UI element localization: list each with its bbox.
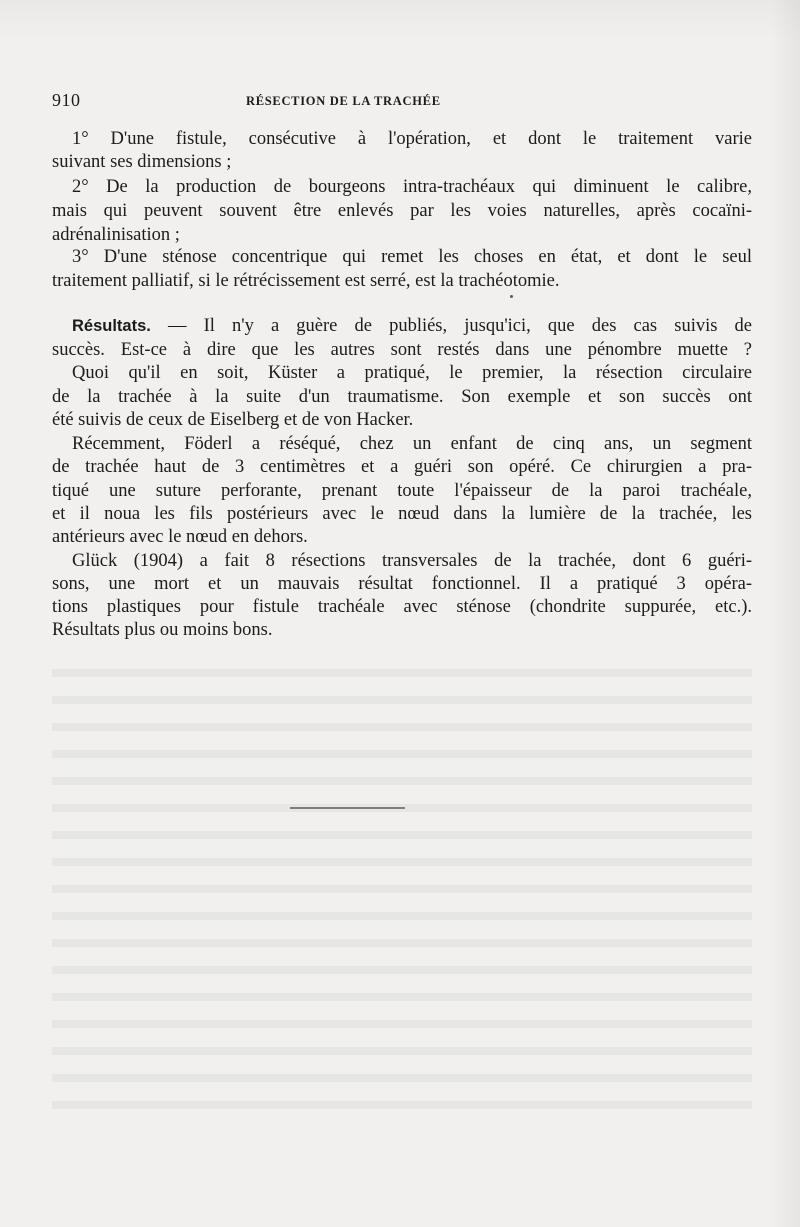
results-paragraph-line [72,314,752,338]
list-item-1-line: suivant ses dimensions ; [52,152,232,172]
bleed-through-rule [290,807,405,809]
running-title: RÉSECTION DE LA TRACHÉE [246,94,441,108]
list-item-3-line: 3° D'une sténose concentrique qui remet les choses en état, et dont le seul [72,247,752,267]
gluck-paragraph-line: tions plastiques pour fistule trachéale avec sténose (chondrite suppurée, etc.). [52,597,752,617]
page-number: 910 [52,90,81,110]
gluck-paragraph-line: Résultats plus ou moins bons. [52,620,273,640]
foderl-paragraph-line: Récemment, Föderl a réséqué, chez un enfant de cinq ans, un segment [72,434,752,454]
list-item-2-line: 2° De la production de bourgeons intra-trachéaux qui diminuent le calibre, [72,177,752,197]
foderl-paragraph-line: antérieurs avec le nœud en dehors. [52,527,308,547]
foderl-paragraph-line: tiqué une suture perforante, prenant toute l'épaisseur de la paroi trachéale, [52,481,752,501]
list-item-3-line: traitement palliatif, si le rétrécissement est serré, est la trachéotomie. [52,271,560,291]
list-item-1-line: 1° D'une fistule, consécutive à l'opération, et dont le traitement varie [72,129,752,149]
gluck-paragraph-line: Glück (1904) a fait 8 résections transversales de la trachée, dont 6 guéri- [72,551,752,571]
results-paragraph-line: succès. Est-ce à dire que les autres sont restés dans une pénombre muette ? [52,340,752,360]
kuster-paragraph-line: de la trachée à la suite d'un traumatisme. Son exemple et son succès ont [52,387,752,407]
list-item-2-line: mais qui peuvent souvent être enlevés par les voies naturelles, après cocaïni- [52,201,752,221]
foderl-paragraph-line: et il noua les fils postérieurs avec le nœud dans la lumière de la trachée, les [52,504,752,524]
list-item-2-line: adrénalinisation ; [52,225,180,245]
foderl-paragraph-line: de trachée haut de 3 centimètres et a guéri son opéré. Ce chirurgien a pra- [52,457,752,477]
bleed-through-texture [52,655,752,1110]
results-heading: Résultats. [72,317,151,335]
kuster-paragraph-line: Quoi qu'il en soit, Küster a pratiqué, le premier, la résection circulaire [72,363,752,383]
kuster-paragraph-line: été suivis de ceux de Eiselberg et de von Hacker. [52,410,414,430]
ink-dot [510,295,513,298]
gluck-paragraph-line: sons, une mort et un mauvais résultat fonctionnel. Il a pratiqué 3 opéra- [52,574,752,594]
results-line-text: — Il n'y a guère de publiés, jusqu'ici, que des cas suivis de [167,316,752,336]
